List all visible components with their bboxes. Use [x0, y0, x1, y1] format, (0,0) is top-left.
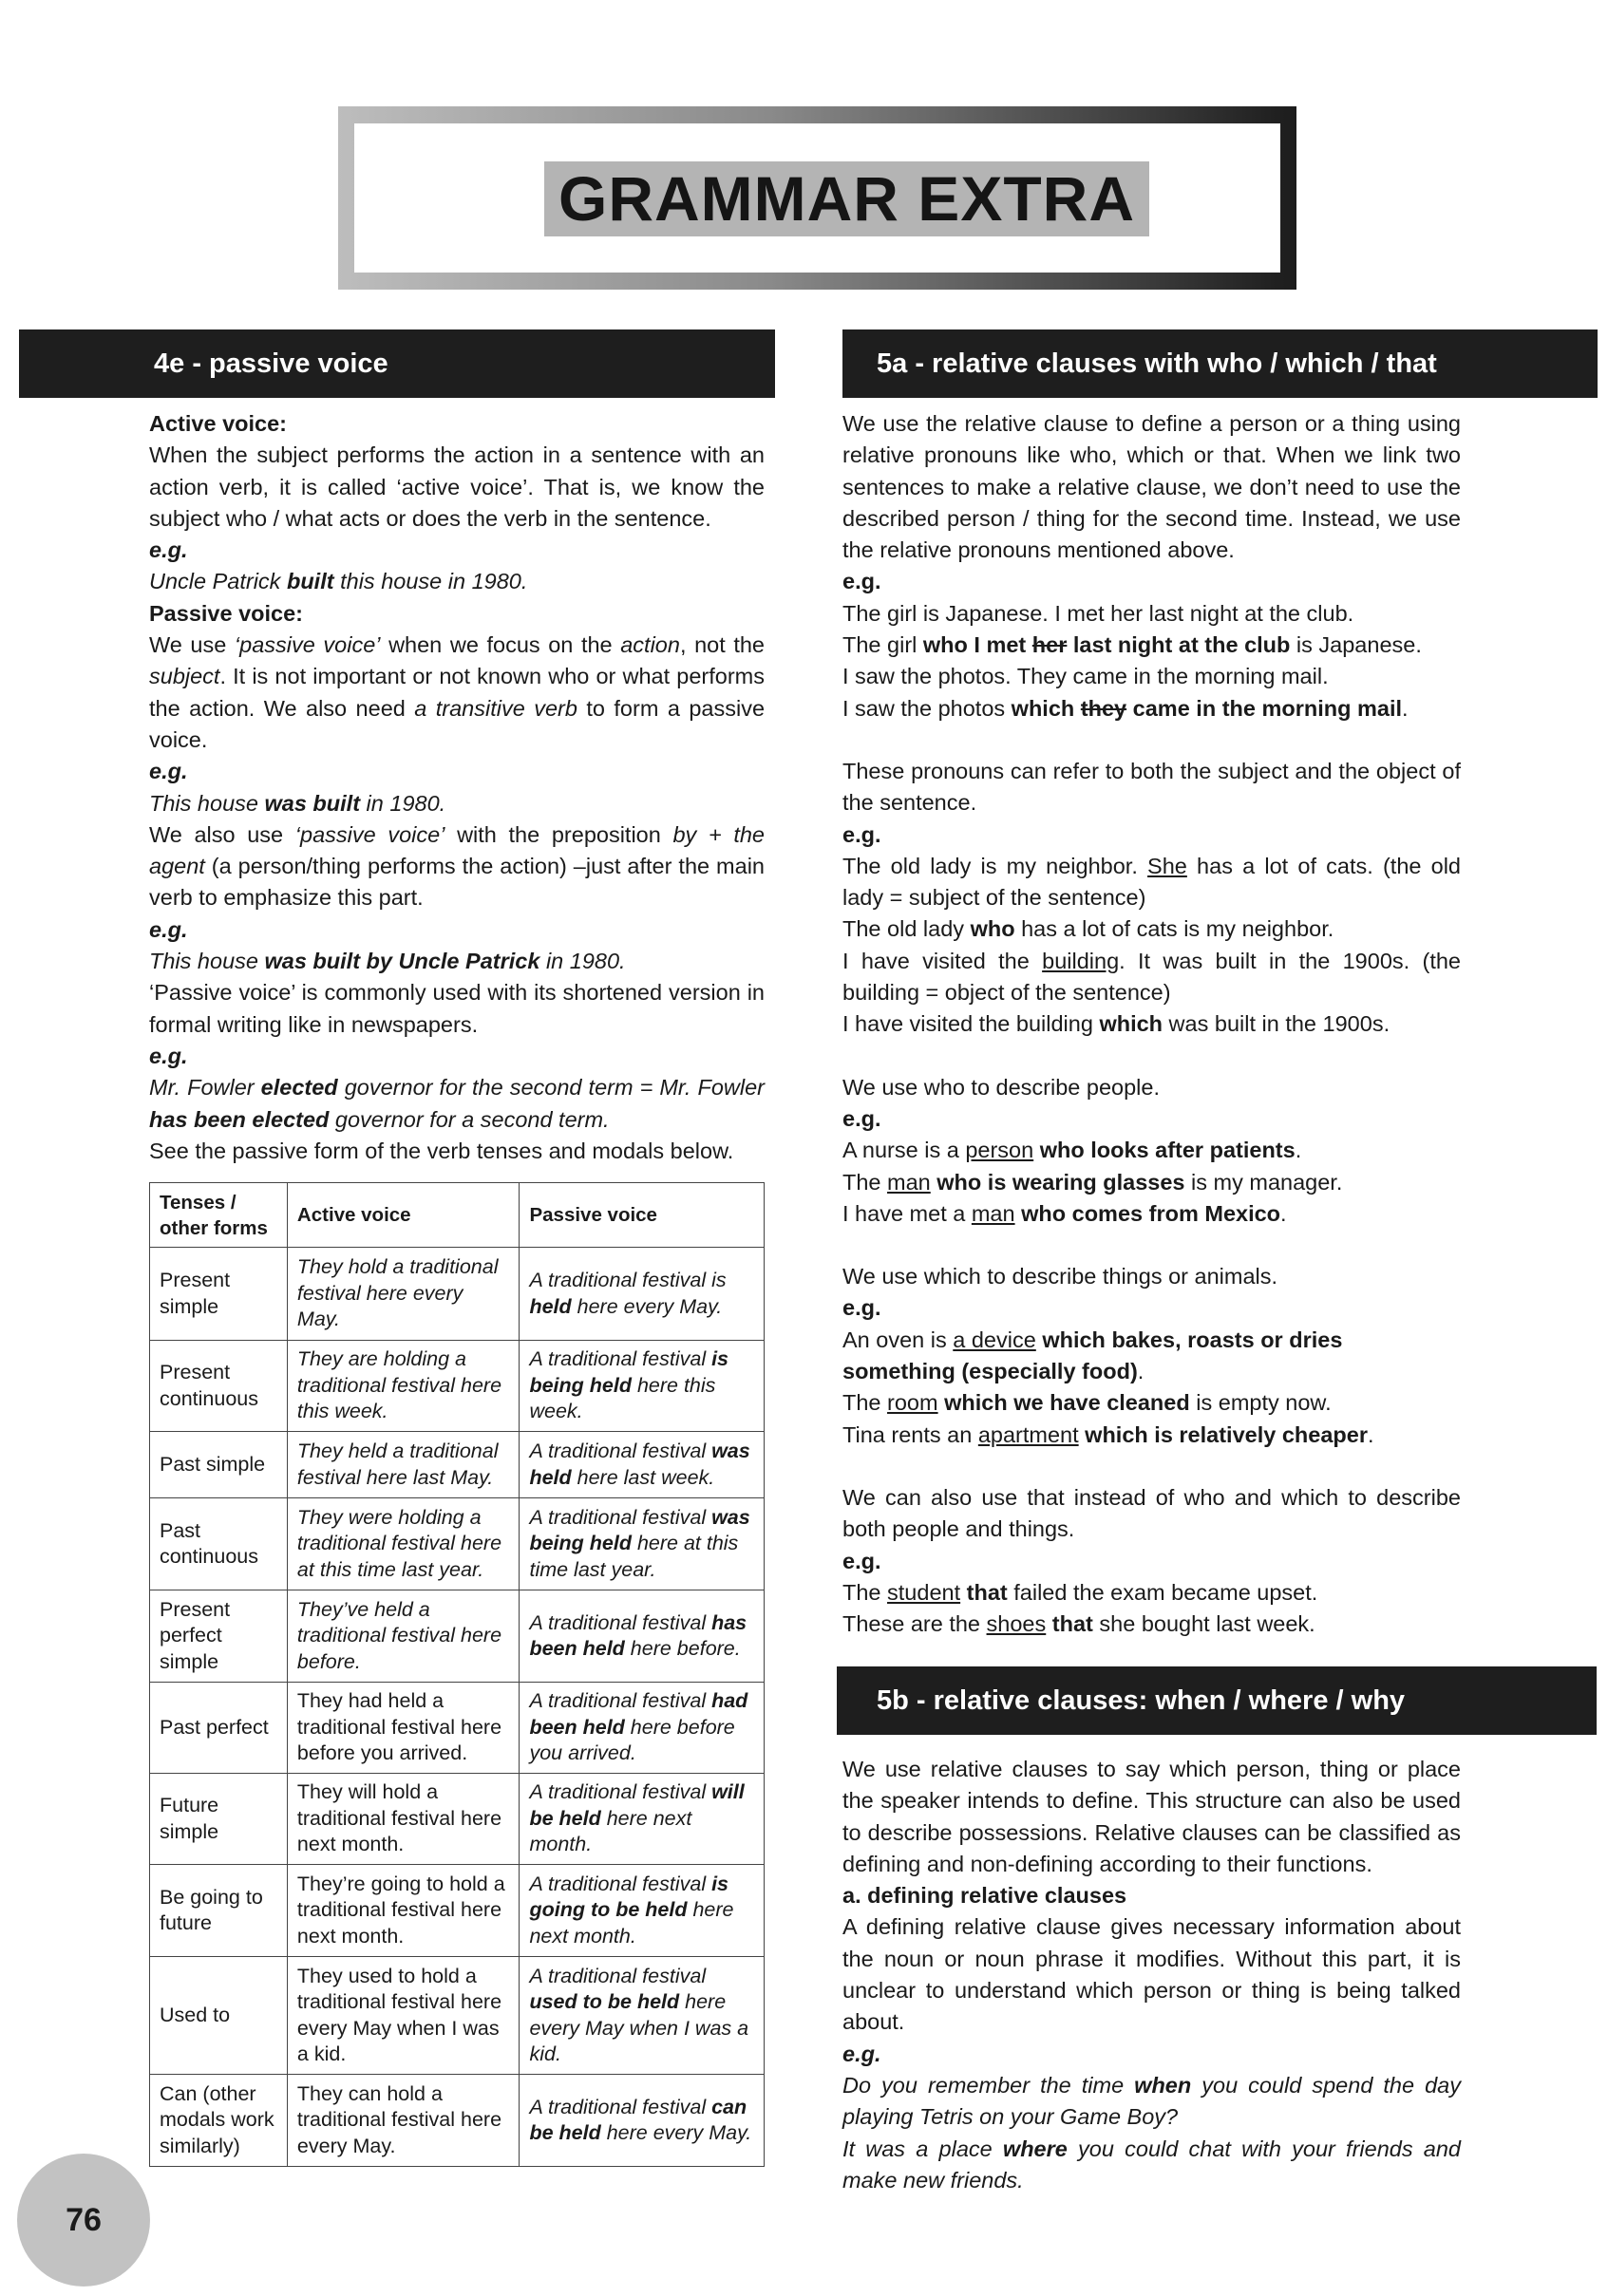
- passive-voice-section: [149, 408, 765, 1167]
- table-header: Passive voice: [520, 1183, 765, 1248]
- passive-cell: A traditional festival can be held here every May.: [520, 2075, 765, 2167]
- active-cell: They used to hold a traditional festival here every May when I was a kid.: [287, 1957, 520, 2075]
- example-oven: An oven is a device which bakes, roasts or dries something (especially food).: [842, 1327, 1343, 1384]
- example-man-2: I have met a man who comes from Mexico.: [842, 1200, 1287, 1226]
- pronoun-intro: These pronouns can refer to both the subject and the object of the sentence.: [842, 758, 1461, 816]
- table-row: [150, 1865, 765, 1957]
- table-header: Active voice: [287, 1183, 520, 1248]
- active-cell: They’ve held a traditional festival here before.: [287, 1590, 520, 1683]
- example-passive: This house was built in 1980.: [149, 790, 446, 816]
- table-row: [150, 1957, 765, 2075]
- eg-label: e.g.: [842, 1548, 881, 1573]
- active-cell: They had held a traditional festival here before you arrived.: [287, 1683, 520, 1774]
- example-room: The room which we have cleaned is empty now.: [842, 1390, 1332, 1416]
- title-frame: [338, 106, 1296, 290]
- table-row: [150, 1498, 765, 1590]
- relative-clauses-section: [842, 408, 1461, 1640]
- example-lady-2: The old lady who has a lot of cats is my neighbor.: [842, 916, 1334, 942]
- example-place: It was a place where you could chat with your friends and make new friends.: [842, 2136, 1461, 2192]
- agent-text: We also use ‘passive voice’ with the preposition by + the agent (a person/thing performs the action) –just after the main verb to emphasize this part.: [149, 821, 766, 911]
- tense-cell: Future simple: [150, 1774, 288, 1865]
- example-girl-2: The girl who I met her last night at the club is Japanese.: [842, 632, 1422, 658]
- table-row: [150, 1774, 765, 1865]
- intro-text: We use the relative clause to define a person or a thing using relative pronouns like who, which or that. When we link two sentences to make a relative clause, we don’t need to use the described person / thing for the second time. Instead, we use the relative pronouns mentioned above.: [842, 411, 1461, 563]
- example-active: Uncle Patrick built this house in 1980.: [149, 569, 528, 594]
- tense-cell: Can (other modals work similarly): [150, 2075, 288, 2167]
- example-tina: Tina rents an apartment which is relatively cheaper.: [842, 1421, 1374, 1447]
- tense-cell: Be going to future: [150, 1865, 288, 1957]
- active-voice-text: When the subject performs the action in a sentence with an action verb, it is called ‘active voice’. That is, we know the subject who / what acts or does the verb in the sentence.: [149, 442, 765, 531]
- table-row: [150, 1683, 765, 1774]
- section-header-5a-label: 5a - relative clauses with who / which / that: [877, 348, 1437, 379]
- example-building-2: I have visited the building which was built in the 1900s.: [842, 1011, 1390, 1037]
- when-where-why-section: [842, 1754, 1461, 2196]
- intro-5b: We use relative clauses to say which person, thing or place the speaker intends to define. This structure can also be used to describe possessions. Relative clauses can be classified as defining and non-defining according to their functions.: [842, 1757, 1461, 1876]
- tense-table: [149, 1182, 765, 2167]
- table-row: [150, 1248, 765, 1341]
- passive-cell: A traditional festival used to be held here every May when I was a kid.: [520, 1957, 765, 2075]
- tense-cell: Past perfect: [150, 1683, 288, 1774]
- active-cell: They’re going to hold a traditional festival here next month.: [287, 1865, 520, 1957]
- table-row: [150, 1341, 765, 1432]
- table-row: [150, 1432, 765, 1498]
- example-nurse: A nurse is a person who looks after patients.: [842, 1138, 1302, 1163]
- eg-label: e.g.: [842, 2041, 881, 2066]
- example-agent: This house was built by Uncle Patrick in 1980.: [149, 949, 626, 974]
- passive-cell: A traditional festival was being held here at this time last year.: [520, 1498, 765, 1590]
- example-lady-1: The old lady is my neighbor. She has a lot of cats. (the old lady = subject of the sentence): [842, 853, 1461, 911]
- eg-label: e.g.: [149, 759, 188, 784]
- section-header-5b-label: 5b - relative clauses: when / where / why: [877, 1685, 1406, 1716]
- page-number: 76: [17, 2154, 150, 2287]
- passive-voice-label: Passive voice:: [149, 600, 303, 626]
- tense-cell: Used to: [150, 1957, 288, 2075]
- tense-cell: Past simple: [150, 1432, 288, 1498]
- section-header-4e-label: 4e - passive voice: [154, 348, 388, 379]
- eg-label: e.g.: [842, 569, 881, 594]
- passive-cell: A traditional festival is being held here this week.: [520, 1341, 765, 1432]
- table-header: Tenses / other forms: [150, 1183, 288, 1248]
- passive-cell: A traditional festival has been held here before.: [520, 1590, 765, 1683]
- active-cell: They will hold a traditional festival here next month.: [287, 1774, 520, 1865]
- eg-label: e.g.: [842, 1295, 881, 1321]
- example-time: Do you remember the time when you could spend the day playing Tetris on your Game Boy?: [842, 2072, 1461, 2130]
- example-photo-1: I saw the photos. They came in the morning mail.: [842, 664, 1329, 689]
- passive-cell: A traditional festival will be held here next month.: [520, 1774, 765, 1865]
- defining-text: A defining relative clause gives necessary information about the noun or noun phrase it modifies. Without this part, it is unclear to understand which person or thing is being talked about.: [842, 1914, 1461, 2035]
- active-cell: They are holding a traditional festival here this week.: [287, 1341, 520, 1432]
- example-girl-1: The girl is Japanese. I met her last night at the club.: [842, 600, 1354, 626]
- eg-label: e.g.: [842, 1105, 881, 1131]
- which-intro: We use which to describe things or animals.: [842, 1264, 1278, 1289]
- that-intro: We can also use that instead of who and which to describe both people and things.: [842, 1484, 1461, 1542]
- example-student: The student that failed the exam became upset.: [842, 1579, 1318, 1605]
- section-header-5b: [837, 1666, 1597, 1735]
- example-man-1: The man who is wearing glasses is my manager.: [842, 1169, 1343, 1195]
- example-shoes: These are the shoes that she bought last week.: [842, 1611, 1315, 1637]
- eg-label: e.g.: [149, 1043, 188, 1068]
- formal-text: ‘Passive voice’ is commonly used with its shortened version in formal writing like in newspapers.: [149, 980, 765, 1037]
- passive-cell: A traditional festival was held here last week.: [520, 1432, 765, 1498]
- example-photo-2: I saw the photos which they came in the morning mail.: [842, 695, 1409, 721]
- active-voice-label: Active voice:: [149, 411, 287, 436]
- section-header-4e: [19, 329, 775, 398]
- active-cell: They were holding a traditional festival here at this time last year.: [287, 1498, 520, 1590]
- tense-cell: Present simple: [150, 1248, 288, 1341]
- active-cell: They held a traditional festival here last May.: [287, 1432, 520, 1498]
- active-cell: They hold a traditional festival here every May.: [287, 1248, 520, 1341]
- page-title: GRAMMAR EXTRA: [544, 161, 1149, 236]
- table-row: [150, 1590, 765, 1683]
- subheading-defining: a. defining relative clauses: [842, 1883, 1127, 1909]
- title-inner: [354, 123, 1280, 273]
- passive-cell: A traditional festival had been held here before you arrived.: [520, 1683, 765, 1774]
- example-shortened: Mr. Fowler elected governor for the second term = Mr. Fowler has been elected governor for a second term.: [149, 1075, 765, 1132]
- tense-cell: Past continuous: [150, 1498, 288, 1590]
- table-row: [150, 2075, 765, 2167]
- who-intro: We use who to describe people.: [842, 1074, 1160, 1100]
- passive-cell: A traditional festival is going to be held here next month.: [520, 1865, 765, 1957]
- eg-label: e.g.: [842, 821, 881, 847]
- eg-label: e.g.: [149, 916, 188, 942]
- section-header-5a: [842, 329, 1598, 398]
- see-below-text: See the passive form of the verb tenses and modals below.: [149, 1138, 734, 1163]
- tense-cell: Present continuous: [150, 1341, 288, 1432]
- eg-label: e.g.: [149, 537, 188, 563]
- table-header-row: [150, 1183, 765, 1248]
- passive-voice-text: We use ‘passive voice’ when we focus on the action, not the subject. It is not important or not known who or what performs the action. We also need a transitive verb to form a passive voice.: [149, 632, 766, 752]
- example-building-1: I have visited the building. It was built in the 1900s. (the building = object of the sentence): [842, 948, 1461, 1006]
- tense-cell: Present perfect simple: [150, 1590, 288, 1683]
- active-cell: They can hold a traditional festival here every May.: [287, 2075, 520, 2167]
- passive-cell: A traditional festival is held here every May.: [520, 1248, 765, 1341]
